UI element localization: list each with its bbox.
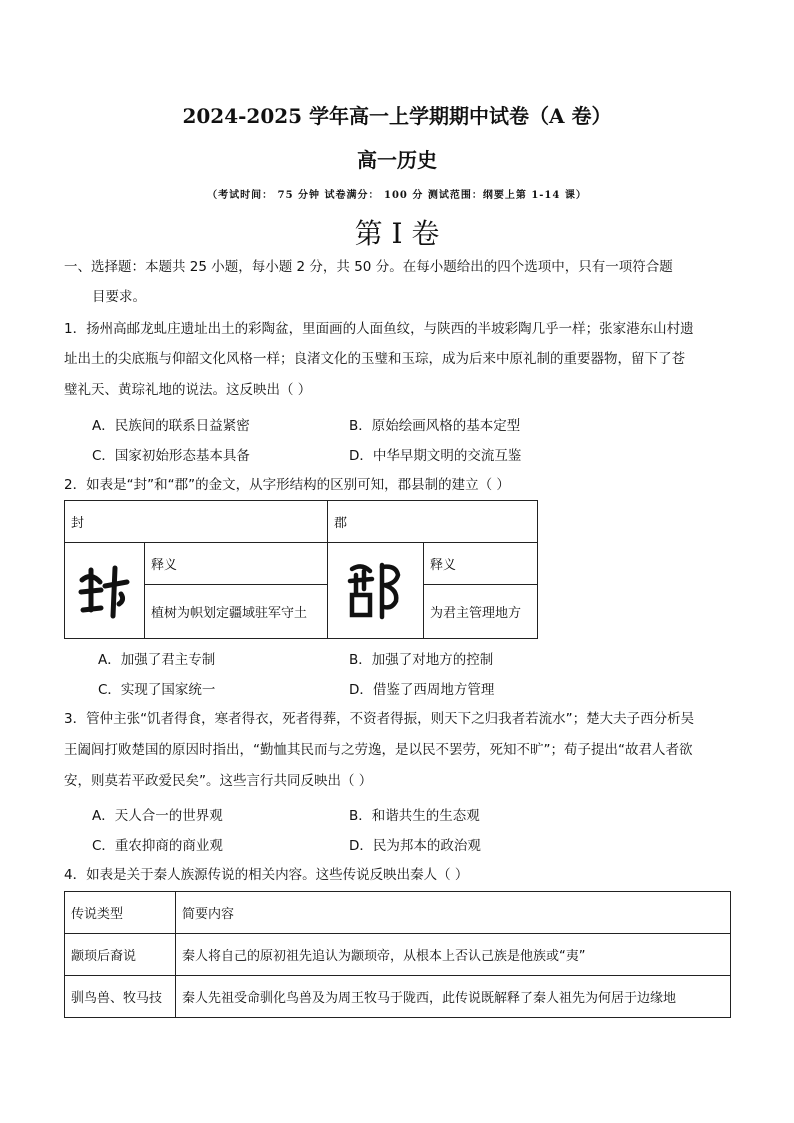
jun-glyph-icon bbox=[346, 559, 406, 623]
q2-option-a[interactable]: A．加强了君主专制 bbox=[98, 652, 216, 668]
q3-option-a[interactable]: A．天人合一的世界观 bbox=[92, 808, 223, 824]
q4-row2-content: 秦人先祖受命驯化鸟兽及为周王牧马于陇西，此传说既解释了秦人祖先为何居于边缘地 bbox=[176, 976, 731, 1018]
q2-option-c[interactable]: C．实现了国家统一 bbox=[98, 682, 216, 698]
q1-option-d[interactable]: D．中华早期文明的交流互鉴 bbox=[349, 448, 522, 464]
q3-option-d[interactable]: D．民为邦本的政治观 bbox=[349, 838, 481, 854]
q3-stem-line1: 3．管仲主张“饥者得食，寒者得衣，死者得葬，不资者得振，则天下之归我者若流水”；楚大夫子西分析吴 bbox=[64, 711, 695, 727]
q2-meaning-label-2: 释义 bbox=[424, 543, 538, 585]
q3-option-c[interactable]: C．重农抑商的商业观 bbox=[92, 838, 223, 854]
q1-option-a[interactable]: A．民族间的联系日益紧密 bbox=[92, 418, 250, 434]
q2-meaning-jun: 为君主管理地方 bbox=[424, 585, 538, 639]
jun-bronze-glyph bbox=[328, 543, 424, 639]
q1-option-b[interactable]: B．原始绘画风格的基本定型 bbox=[349, 418, 521, 434]
q4-row1-content: 秦人将自己的原初祖先追认为颛顼帝，从根本上否认己族是他族或“夷” bbox=[176, 934, 731, 976]
exam-info: （考试时间： 75 分钟 试卷满分： 100 分 测试范围：纲要上第 1-14 课） bbox=[207, 190, 587, 201]
q2-header-feng: 封 bbox=[65, 501, 328, 543]
q2-table bbox=[64, 500, 538, 639]
q4-header-type: 传说类型 bbox=[65, 892, 176, 934]
q4-row2-type: 驯鸟兽、牧马技 bbox=[65, 976, 176, 1018]
q2-option-b[interactable]: B．加强了对地方的控制 bbox=[349, 652, 494, 668]
table-row bbox=[65, 934, 731, 976]
document-subject: 高一历史 bbox=[357, 148, 437, 172]
volume-heading: 第 I 卷 bbox=[354, 217, 440, 250]
feng-glyph-icon bbox=[77, 560, 133, 622]
q4-row1-type: 颛顼后裔说 bbox=[65, 934, 176, 976]
q4-stem: 4．如表是关于秦人族源传说的相关内容。这些传说反映出秦人（ ） bbox=[64, 867, 469, 883]
q2-header-jun: 郡 bbox=[328, 501, 538, 543]
q2-option-d[interactable]: D．借鉴了西周地方管理 bbox=[349, 682, 495, 698]
q3-option-b[interactable]: B．和谐共生的生态观 bbox=[349, 808, 480, 824]
section-instruction-line1: 一、选择题：本题共 25 小题，每小题 2 分，共 50 分。在每小题给出的四个选项中，只有一项符合题 bbox=[64, 259, 673, 275]
table-row bbox=[65, 976, 731, 1018]
section-instruction-line2: 目要求。 bbox=[92, 289, 146, 305]
q2-meaning-feng: 植树为帜划定疆域驻军守土 bbox=[145, 585, 328, 639]
q3-stem-line3: 安，则莫若平政爱民矣”。这些言行共同反映出（ ） bbox=[64, 773, 373, 789]
q2-meaning-label-1: 释义 bbox=[145, 543, 328, 585]
document-title: 2024-2025 学年高一上学期期中试卷（A 卷） bbox=[182, 104, 612, 128]
q2-stem: 2．如表是“封”和“郡”的金文，从字形结构的区别可知，郡县制的建立（ ） bbox=[64, 477, 510, 493]
q4-table bbox=[64, 891, 731, 1018]
q1-stem-line1: 1．扬州高邮龙虬庄遗址出土的彩陶盆，里面画的人面鱼纹，与陕西的半坡彩陶几乎一样；张家港东山村遗 bbox=[64, 321, 694, 337]
q4-header-content: 简要内容 bbox=[176, 892, 731, 934]
q1-stem-line2: 址出土的尖底瓶与仰韶文化风格一样；良渚文化的玉璧和玉琮，成为后来中原礼制的重要器物，留下了苍 bbox=[64, 351, 685, 367]
q1-stem-line3: 璧礼天、黄琮礼地的说法。这反映出（ ） bbox=[64, 382, 312, 398]
q3-stem-line2: 王阖闾打败楚国的原因时指出，“勤恤其民而与之劳逸，是以民不罢劳，死知不旷”；荀子提出“故君人者欲 bbox=[64, 742, 693, 758]
q1-option-c[interactable]: C．国家初始形态基本具备 bbox=[92, 448, 250, 464]
feng-bronze-glyph bbox=[65, 543, 145, 639]
